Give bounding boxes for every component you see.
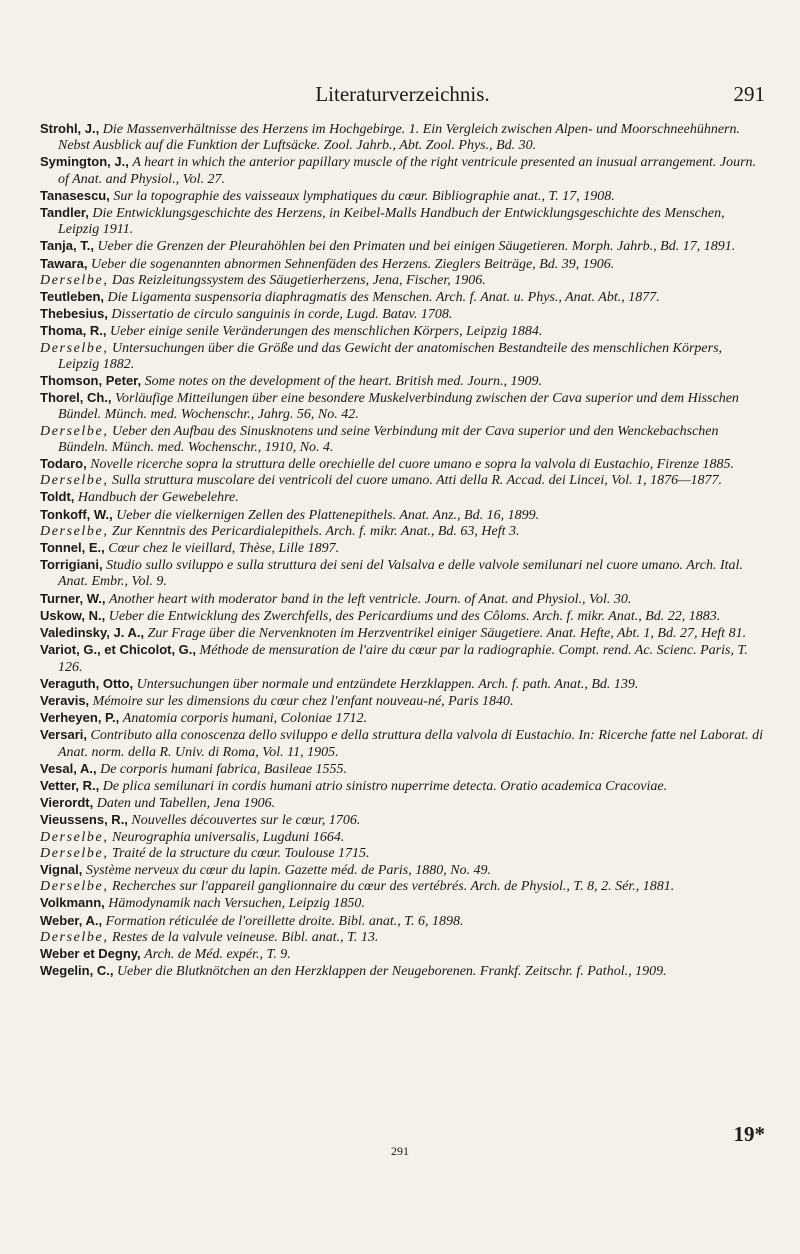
entry-author: Uskow, N., <box>40 607 106 623</box>
entry-reference: Zur Kenntnis des Pericardialepithels. Arch. f. mikr. Anat., Bd. 63, Heft 3. <box>111 523 520 539</box>
bibliography-entry <box>40 306 765 323</box>
entry-reference: Die Entwicklungsgeschichte des Herzens, in Keibel-Malls Handbuch der Entwicklungsgeschichte des Menschen, Leipzig 1911. <box>58 206 725 238</box>
entry-reference: Hämodynamik nach Versuchen, Leipzig 1850. <box>108 896 365 912</box>
entry-reference: Sulla struttura muscolare dei ventricoli del cuore umano. Atti della R. Accad. dei Lincei, Vol. 1, 1876—1877. <box>111 473 723 489</box>
bibliography-entry <box>40 778 765 795</box>
bibliography-entry <box>40 205 765 238</box>
bibliography-entry <box>40 879 765 895</box>
bibliography-entry <box>40 273 765 289</box>
entry-author: Derselbe, <box>40 523 109 539</box>
entry-reference: Untersuchungen über die Größe und das Gewicht der anatomischen Bestandteile des menschlichen Körpers, Leipzig 1882. <box>58 340 723 372</box>
bibliography-entry <box>40 557 765 590</box>
entry-reference: Untersuchungen über normale und entzündete Herzklappen. Arch. f. path. Anat., Bd. 139. <box>136 676 639 692</box>
bibliography-entry <box>40 121 765 154</box>
bibliography-entry <box>40 946 765 963</box>
entry-reference: Vorläufige Mitteilungen über eine besondere Muskelverbindung zwischen der Cava superior und dem Hisschen Bündel. Münch. med. Wochenschr., Jahrg. 56, No. 42. <box>58 391 739 423</box>
entry-reference: A heart in which the anterior papillary muscle of the right ventricule presented an inusual arrangement. Journ. of Anat. and Physiol., Vol. 27. <box>58 155 757 187</box>
printer-signature-mark: 19* <box>733 1122 765 1146</box>
entry-author: Tonkoff, W., <box>40 506 113 522</box>
bibliography-entry <box>40 591 765 608</box>
entry-reference: Dissertatio de circulo sanguinis in corde, Lugd. Batav. 1708. <box>111 307 453 323</box>
footer-page-number: 291 <box>391 1144 409 1158</box>
entry-reference: Ueber die Grenzen der Pleurahöhlen bei den Primaten und bei einigen Säugetieren. Morph. Jahrb., Bd. 17, 1891. <box>97 239 736 255</box>
bibliography-entry <box>40 795 765 812</box>
bibliography-entry <box>40 608 765 625</box>
entry-author: Derselbe, <box>40 340 109 356</box>
entry-author: Derselbe, <box>40 473 109 489</box>
bibliography-entry <box>40 323 765 340</box>
bibliography-entry <box>40 895 765 912</box>
running-header <box>40 82 765 108</box>
entry-reference: Ueber die vielkernigen Zellen des Plattenepithels. Anat. Anz., Bd. 16, 1899. <box>116 507 540 523</box>
entry-author: Vesal, A., <box>40 760 97 776</box>
entry-reference: Anatomia corporis humani, Coloniae 1712. <box>122 711 367 727</box>
entry-author: Vieussens, R., <box>40 812 128 828</box>
bibliography-entry <box>40 456 765 473</box>
entry-reference: Traité de la structure du cœur. Toulouse 1715. <box>111 845 370 861</box>
entry-author: Derselbe, <box>40 879 109 895</box>
entry-author: Torrigiani, <box>40 557 103 573</box>
bibliography-entry <box>40 256 765 273</box>
bibliography-entry <box>40 507 765 524</box>
bibliography-entry <box>40 424 765 456</box>
bibliography-entry <box>40 710 765 727</box>
bibliography-list <box>40 121 765 980</box>
entry-author: Derselbe, <box>40 929 109 945</box>
entry-author: Todaro, <box>40 456 87 472</box>
entry-author: Tonnel, E., <box>40 540 105 556</box>
entry-author: Verheyen, P., <box>40 710 120 726</box>
entry-reference: Some notes on the development of the heart. British med. Journ., 1909. <box>144 374 543 390</box>
entry-reference: Ueber die Blutknötchen an den Herzklappen der Neugeborenen. Frankf. Zeitschr. f. Pathol., 1909. <box>116 964 667 980</box>
bibliography-entry <box>40 913 765 930</box>
entry-author: Strohl, J., <box>40 121 100 136</box>
bibliography-entry <box>40 188 765 205</box>
bibliography-entry <box>40 862 765 879</box>
entry-reference: Novelle ricerche sopra la struttura delle orechielle del cuore umano e sopra la valvola di Eustachio, Firenze 1885. <box>90 457 734 473</box>
entry-reference: Ueber die sogenannten abnormen Sehnenfäden des Herzens. Zieglers Beiträge, Bd. 39, 1906. <box>90 256 615 272</box>
entry-author: Thebesius, <box>40 306 108 322</box>
entry-author: Vignal, <box>40 861 83 877</box>
bibliography-entry <box>40 524 765 540</box>
entry-reference: De plica semilunari in cordis humani atrio sinistro nuperrime detecta. Oratio academica Cracoviae. <box>102 778 668 794</box>
entry-reference: Contributo alla conoscenza dello sviluppo e della struttura della valvola di Eustachio. In: Ricerche fatte nel Laborat. di Anat. norm. della R. Univ. di Roma, Vol. 11, 1905. <box>58 728 764 760</box>
entry-reference: Restes de la valvule veineuse. Bibl. anat., T. 13. <box>111 929 379 945</box>
entry-author: Veravis, <box>40 692 90 708</box>
entry-reference: Zur Frage über die Nervenknoten im Herzventrikel einiger Säugetiere. Anat. Hefte, Abt. 1, Bd. 27, Heft 81. <box>147 626 747 642</box>
entry-reference: Recherches sur l'appareil ganglionnaire du cœur des vertébrés. Arch. de Physiol., T. 8, 2. Sér., 1881. <box>111 879 675 895</box>
bibliography-entry <box>40 390 765 423</box>
entry-author: Derselbe, <box>40 423 109 439</box>
bibliography-entry <box>40 154 765 187</box>
bibliography-entry <box>40 289 765 306</box>
bibliography-entry <box>40 846 765 862</box>
entry-reference: Ueber die Entwicklung des Zwerchfells, des Pericardiums und des Côloms. Arch. f. mikr. Anat., Bd. 22, 1883. <box>108 608 721 624</box>
entry-author: Thoma, R., <box>40 323 107 339</box>
bibliography-entry <box>40 676 765 693</box>
entry-reference: Studio sullo sviluppo e sulla struttura dei seni del Valsalva e delle valvole semilunari nel cuore umano. Arch. Ital. Anat. Embr., Vol. 9. <box>58 558 743 590</box>
entry-author: Tawara, <box>40 255 88 271</box>
bibliography-entry <box>40 473 765 489</box>
bibliography-entry <box>40 540 765 557</box>
bibliography-entry <box>40 693 765 710</box>
bibliography-entry <box>40 341 765 373</box>
entry-reference: Das Reizleitungssystem des Säugetierherzens, Jena, Fischer, 1906. <box>111 272 486 288</box>
running-title: Literaturverzeichnis. <box>315 82 490 106</box>
bibliography-entry <box>40 727 765 760</box>
entry-reference: Arch. de Méd. expér., T. 9. <box>144 946 291 962</box>
entry-author: Tanja, T., <box>40 238 94 254</box>
entry-reference: Neurographia universalis, Lugduni 1664. <box>111 829 345 845</box>
bibliography-entry <box>40 238 765 255</box>
bibliography-entry <box>40 761 765 778</box>
entry-author: Turner, W., <box>40 590 106 606</box>
entry-author: Teutleben, <box>40 289 105 305</box>
entry-author: Valedinsky, J. A., <box>40 625 145 641</box>
bibliography-entry <box>40 963 765 980</box>
bibliography-entry <box>40 830 765 846</box>
entry-author: Veraguth, Otto, <box>40 675 134 691</box>
entry-author: Thomson, Peter, <box>40 373 142 389</box>
entry-author: Weber et Degny, <box>40 945 141 961</box>
entry-reference: De corporis humani fabrica, Basileae 1555. <box>100 761 348 777</box>
entry-reference: Cœur chez le vieillard, Thèse, Lille 1897. <box>108 541 340 557</box>
entry-reference: Ueber einige senile Veränderungen des menschlichen Körpers, Leipzig 1884. <box>109 324 543 340</box>
header-page-number: 291 <box>733 82 765 106</box>
entry-reference: Méthode de mensuration de l'aire du cœur par la radiographie. Compt. rend. Ac. Scienc. Paris, T. 126. <box>58 643 748 675</box>
entry-author: Variot, G., et Chicolot, G., <box>40 642 197 658</box>
entry-author: Versari, <box>40 727 87 743</box>
bibliography-entry <box>40 373 765 390</box>
entry-author: Derselbe, <box>40 845 109 861</box>
entry-author: Symington, J., <box>40 154 129 170</box>
entry-author: Wegelin, C., <box>40 963 114 979</box>
entry-reference: Die Massenverhältnisse des Herzens im Hochgebirge. 1. Ein Vergleich zwischen Alpen- und Moorschneehühnern. Nebst Ausblick auf die Funktion der Luftsäcke. Zool. Jahrb., Abt. Zool. Phys., Bd. 30. <box>58 122 741 154</box>
entry-reference: Die Ligamenta suspensoria diaphragmatis des Menschen. Arch. f. Anat. u. Phys., Anat. Abt., 1877. <box>107 290 660 306</box>
entry-reference: Formation réticulée de l'oreillette droite. Bibl. anat., T. 6, 1898. <box>105 913 464 929</box>
entry-author: Derselbe, <box>40 272 109 288</box>
entry-author: Vetter, R., <box>40 777 100 793</box>
entry-author: Vierordt, <box>40 795 94 811</box>
entry-author: Weber, A., <box>40 912 103 928</box>
entry-author: Toldt, <box>40 489 75 505</box>
entry-reference: Mémoire sur les dimensions du cœur chez l'enfant nouveau-né, Paris 1840. <box>92 693 514 709</box>
entry-reference: Another heart with moderator band in the left ventricle. Journ. of Anat. and Physiol., Vol. 30. <box>109 591 632 607</box>
bibliography-entry <box>40 930 765 946</box>
entry-author: Derselbe, <box>40 829 109 845</box>
entry-author: Tandler, <box>40 205 89 221</box>
entry-author: Thorel, Ch., <box>40 390 112 406</box>
entry-reference: Nouvelles découvertes sur le cœur, 1706. <box>131 813 361 829</box>
bibliography-entry <box>40 642 765 675</box>
bibliography-entry <box>40 812 765 829</box>
entry-reference: Système nerveux du cœur du lapin. Gazette méd. de Paris, 1880, No. 49. <box>85 862 492 878</box>
entry-reference: Daten und Tabellen, Jena 1906. <box>96 796 276 812</box>
entry-reference: Handbuch der Gewebelehre. <box>77 490 239 506</box>
bibliography-entry <box>40 489 765 506</box>
entry-author: Volkmann, <box>40 895 105 911</box>
bibliography-entry <box>40 625 765 642</box>
entry-author: Tanasescu, <box>40 187 110 203</box>
entry-reference: Ueber den Aufbau des Sinusknotens und seine Verbindung mit der Cava superior und den Wenckebachschen Bündeln. Münch. med. Wochenschr., 1910, No. 4. <box>58 423 719 455</box>
entry-reference: Sur la topographie des vaisseaux lymphatiques du cœur. Bibliographie anat., T. 17, 1908. <box>113 188 615 204</box>
